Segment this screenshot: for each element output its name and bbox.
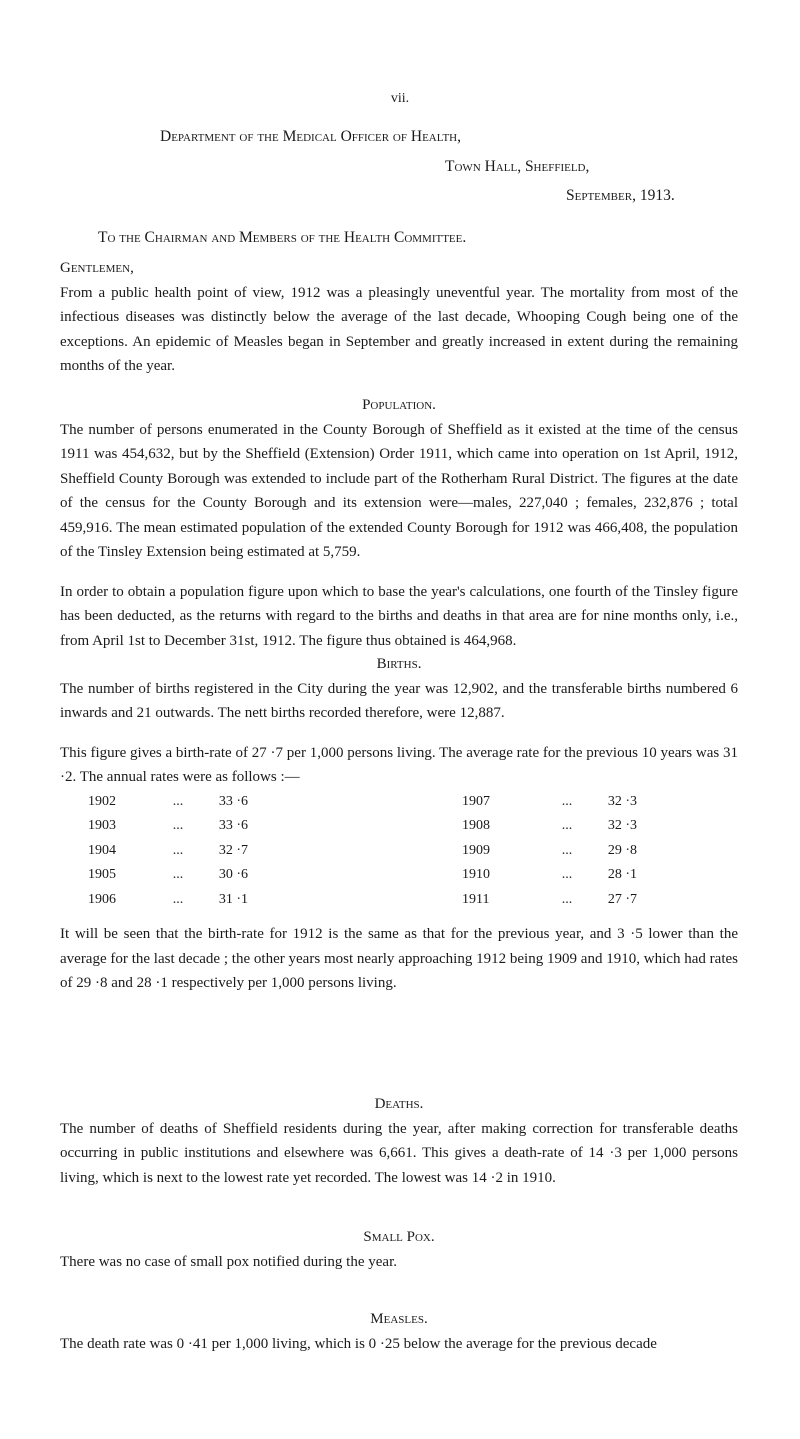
births-paragraph-1: The number of births registered in the City during the year was 12,902, and the transferable births numbered 6 inwards and 21 outwards. The nett births recorded therefore, were 12,887. [60, 680, 738, 721]
smallpox-section [60, 1225, 738, 1274]
deaths-paragraph: The number of deaths of Sheffield residents during the year, after making correction for transferable deaths occurring in public institutions and elsewhere was 6,661. This gives a death-rate of 14 ·3 per 1,000 persons living, which is next to the lowest rate yet recorded. The lowest was 14 ·2 in 1910. [60, 1120, 738, 1186]
population-section [60, 393, 738, 653]
births-heading: Births. [376, 656, 422, 672]
population-heading: Population. [362, 397, 436, 413]
table-row: 1903 ... 33 ·6 1908 ... 32 ·3 [88, 818, 637, 833]
smallpox-paragraph: There was no case of small pox notified during the year. [60, 1253, 397, 1270]
deaths-section [60, 1092, 738, 1190]
table-row: 1906 ... 31 ·1 1911 ... 27 ·7 [88, 891, 637, 907]
date-line: September, 1913. [566, 187, 675, 204]
address-line: Town Hall, Sheffield, [445, 158, 590, 175]
population-paragraph-2: In order to obtain a population figure upon which to base the year's calculations, one fourth of the Tinsley figure has been deducted, as the returns with regard to the births and deaths in that area are for nine months only, i.e., from April 1st to December 31st, 1912. The figure thus obtained is 464,968. [60, 583, 738, 649]
table-row: 1904 ... 32 ·7 1909 ... 29 ·8 [88, 842, 637, 858]
measles-heading: Measles. [370, 1311, 428, 1327]
births-paragraph-3: It will be seen that the birth-rate for 1912 is the same as that for the previous year, and 3 ·5 lower than the average for the last decade ; the other years most nearly approaching 1912 being 1909 and 1910, which had rates of 29 ·8 and 28 ·1 respectively per 1,000 persons living. [60, 926, 738, 991]
births-paragraph-2: This figure gives a birth-rate of 27 ·7 per 1,000 persons living. The average rate for the previous 10 years was 31 ·2. The annual rates were as follows :— [60, 744, 738, 785]
department-line: Department of the Medical Officer of Health, [160, 128, 461, 145]
measles-section [60, 1307, 738, 1356]
smallpox-heading: Small Pox. [363, 1229, 435, 1245]
deaths-heading: Deaths. [374, 1096, 424, 1112]
measles-paragraph: The death rate was 0 ·41 per 1,000 living, which is 0 ·25 below the average for the previous decade [60, 1335, 657, 1352]
table-row: 1905 ... 30 ·6 1910 ... 28 ·1 [88, 867, 637, 882]
table-row: 1902 ... 33 ·6 1907 ... 32 ·3 [88, 793, 637, 809]
page-number: vii. [390, 91, 410, 106]
salutation: Gentlemen, [60, 260, 134, 276]
births-section [60, 652, 738, 996]
addressee-line: To the Chairman and Members of the Health Committee. [98, 229, 467, 246]
introduction [60, 256, 738, 379]
intro-paragraph: From a public health point of view, 1912 was a pleasingly uneventful year. The mortality from most of the infectious diseases was distinctly below the average of the last decade, Whooping Cough being one of the exceptions. An epidemic of Measles began in September and greatly increased in extent during the remaining months of the year. [60, 284, 738, 374]
population-paragraph-1: The number of persons enumerated in the County Borough of Sheffield as it existed at the time of the census 1911 was 454,632, but by the Sheffield (Extension) Order 1911, which came into operation on 1st April, 1912, Sheffield County Borough was extended to include part of the Rotherham Rural District. The figures at the date of the census for the County Borough and its extension were—males, 227,040 ; females, 232,876 ; total 459,916. The mean estimated population of the extended County Borough for 1912 was 466,408, the population of the Tinsley Extension being estimated at 5,759. [60, 421, 738, 560]
birth-rate-table [88, 790, 637, 913]
